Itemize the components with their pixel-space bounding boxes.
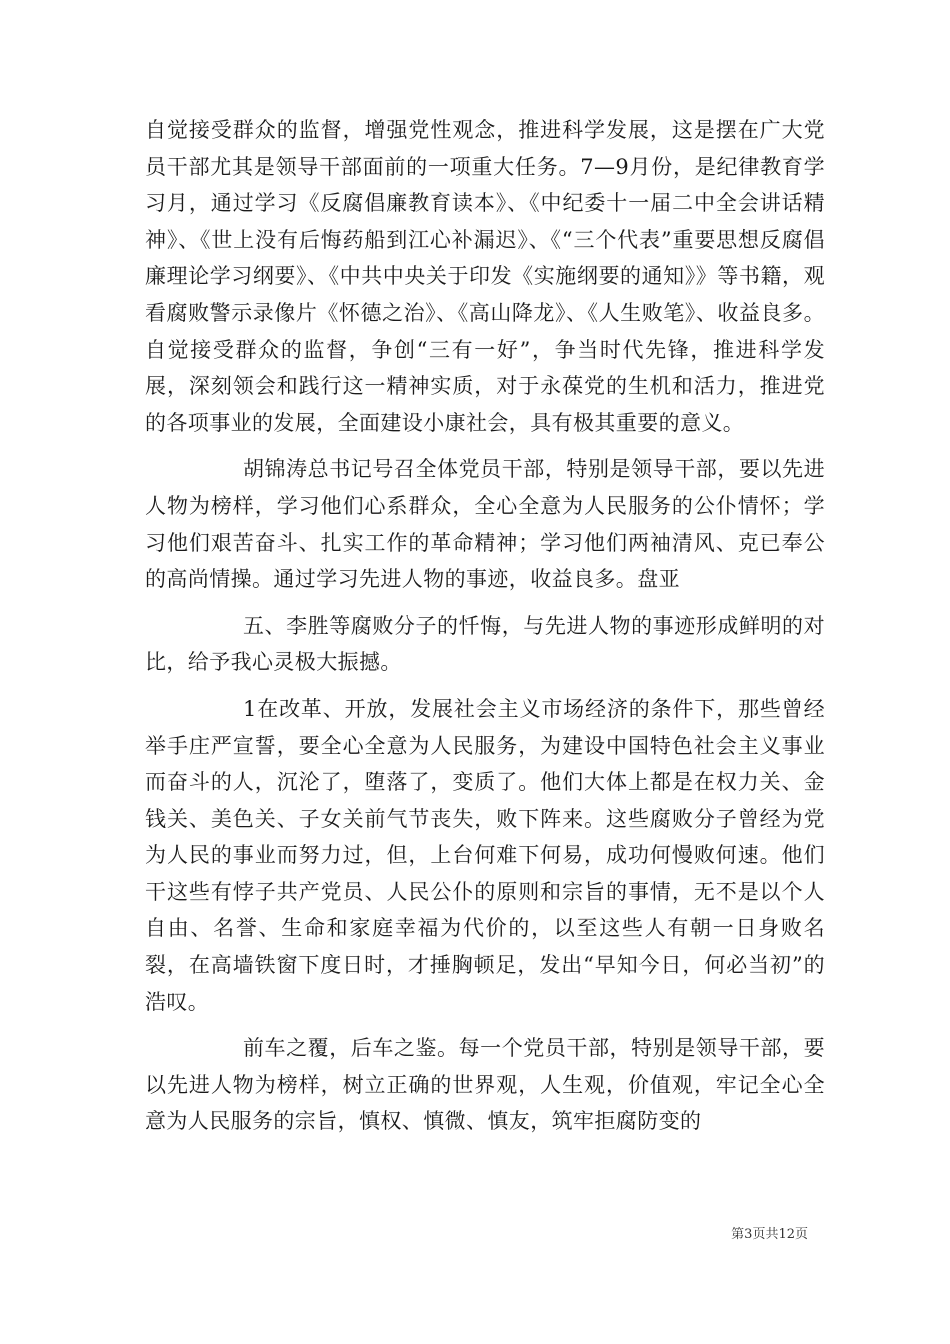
paragraph-4: 1在改革、开放，发展社会主义市场经济的条件下，那些曾经举手庄严宣誓，要全心全意为人民服务，为建设中国特色社会主义事业而奋斗的人，沉沦了，堕落了，变质了。他们大体上都是在权力关、金钱关、美色关、子女关前气节丧失，败下阵来。这些腐败分子曾经为党为人民的事业而努力过，但，上台何难下何易，成功何慢败何速。他们干这些有悖子共产党员、人民公仆的原则和宗旨的事情，无不是以个人自由、名誉、生命和家庭幸福为代价的，以至这些人有朝一日身败名裂，在高墙铁窗下度日时，才捶胸顿足，发出“早知今日，何必当初”的浩叹。 — [145, 696, 825, 1014]
paragraph-5: 前车之覆，后车之鉴。每一个党员干部，特别是领导干部，要以先进人物为榜样，树立正确的世界观，人生观，价值观，牢记全心全意为人民服务的宗旨，慎权、慎微、慎友，筑牢拒腐防变的 — [145, 1036, 825, 1134]
page-number-footer: 第3页共12页 — [731, 1227, 808, 1242]
document-body — [145, 112, 825, 1150]
paragraph-1: 自觉接受群众的监督，增强党性观念，推进科学发展，这是摆在广大党员干部尤其是领导干部面前的一项重大任务。7—9月份，是纪律教育学习月，通过学习《反腐倡廉教育读本》、《中纪委十一届二中全会讲话精神》、《世上没有后悔药船到江心补漏迟》、《“三个代表”重要思想反腐倡廉理论学习纲要》、《中共中央关于印发《实施纲要的通知》》等书籍，观看腐败警示录像片《怀德之治》、《高山降龙》、《人生败笔》、收益良多。自觉接受群众的监督，争创“三有一好”，争当时代先锋，推进科学发展，深刻领会和践行这一精神实质，对于永葆党的生机和活力，推进党的各项事业的发展，全面建设小康社会，具有极其重要的意义。 — [145, 118, 825, 435]
paragraph-2: 胡锦涛总书记号召全体党员干部，特别是领导干部，要以先进人物为榜样，学习他们心系群众，全心全意为人民服务的公仆情怀；学习他们艰苦奋斗、扎实工作的革命精神；学习他们两袖清风、克已奉公的高尚情操。通过学习先进人物的事迹，收益良多。盘亚 — [145, 457, 825, 592]
paragraph-3: 五、李胜等腐败分子的忏悔，与先进人物的事迹形成鲜明的对比，给予我心灵极大振撼。 — [145, 613, 825, 675]
